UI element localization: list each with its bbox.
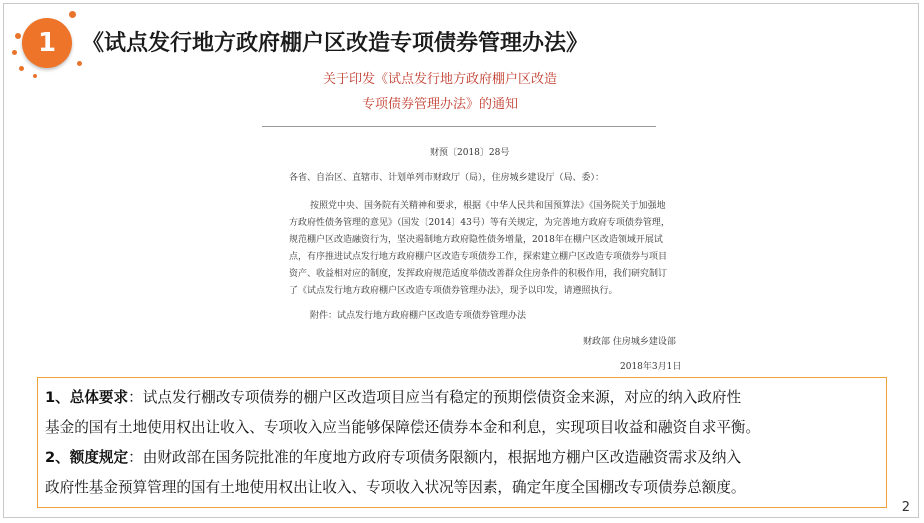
summary-item2-line2: 政府性基金预算管理的国有土地使用权出让收入、专项收入状况等因素，确定年度全国棚改专项债券总额度。 <box>45 479 746 496</box>
document-heading-line1: 关于印发《试点发行地方政府棚户区改造 <box>322 72 557 87</box>
document-signature: 财政部 住房城乡建设部 <box>583 337 676 347</box>
section-number: 1 <box>37 28 57 58</box>
slide-title: 《试点发行地方政府棚户区改造专项债券管理办法》 <box>82 31 589 56</box>
document-body-line: 规范棚户区改造融资行为，坚决遏制地方政府隐性债务增量，2018年在棚户区改造领域开展试 <box>289 235 663 245</box>
decor-dot <box>69 11 76 18</box>
summary-box <box>37 377 887 508</box>
document-recipients: 各省、自治区、直辖市、计划单列市财政厅（局），住房城乡建设厅（局、委）： <box>289 173 605 183</box>
page-number: 2 <box>901 500 910 515</box>
summary-item1-line1 <box>45 386 741 407</box>
document-heading-line2: 专项债券管理办法》的通知 <box>361 97 518 112</box>
section-number-badge <box>22 18 72 68</box>
decor-dot <box>77 61 82 66</box>
summary-item1-line2: 基金的国有土地使用权出让收入、专项收入应当能够保障偿还债券本金和利息，实现项目收益和融资自求平衡。 <box>45 419 761 436</box>
document-body-line: 了《试点发行地方政府棚户区改造专项债券管理办法》，现予以印发，请遵照执行。 <box>289 286 618 296</box>
document-body-line: 按照党中央、国务院有关精神和要求，根据《中华人民共和国预算法》《国务院关于加强地 <box>310 201 666 211</box>
summary-item2-label: 2、额度规定 <box>45 449 129 466</box>
document-body-line: 方政府性债务管理的意见》（国发〔2014〕43号）等有关规定，为完善地方政府专项债券管理， <box>289 218 670 228</box>
decor-dot <box>19 66 24 71</box>
document-attachment: 附件：试点发行地方政府棚户区改造专项债券管理办法 <box>310 311 527 321</box>
summary-item1-text: ：试点发行棚改专项债券的棚户区改造项目应当有稳定的预期偿债资金来源，对应的纳入政府性 <box>128 389 742 406</box>
decor-dot <box>33 74 37 78</box>
document-date: 2018年3月1日 <box>620 362 682 372</box>
summary-item2-line1 <box>45 446 741 467</box>
decor-dot <box>15 33 21 39</box>
document-divider <box>262 126 656 127</box>
summary-item1-label: 1、总体要求 <box>45 389 129 406</box>
document-number: 财预〔2018〕28号 <box>430 148 510 158</box>
document-body-line: 点，有序推进试点发行地方政府棚户区改造专项债券工作，探索建立棚户区改造专项债券与项目 <box>289 252 668 262</box>
decor-dot <box>12 50 17 55</box>
document-body-line: 资产、收益相对应的制度，发挥政府规范适度举债改善群众住房条件的积极作用，我们研究制订 <box>289 269 668 279</box>
summary-item2-text: ：由财政部在国务院批准的年度地方政府专项债务限额内，根据地方棚户区改造融资需求及纳入 <box>128 449 742 466</box>
